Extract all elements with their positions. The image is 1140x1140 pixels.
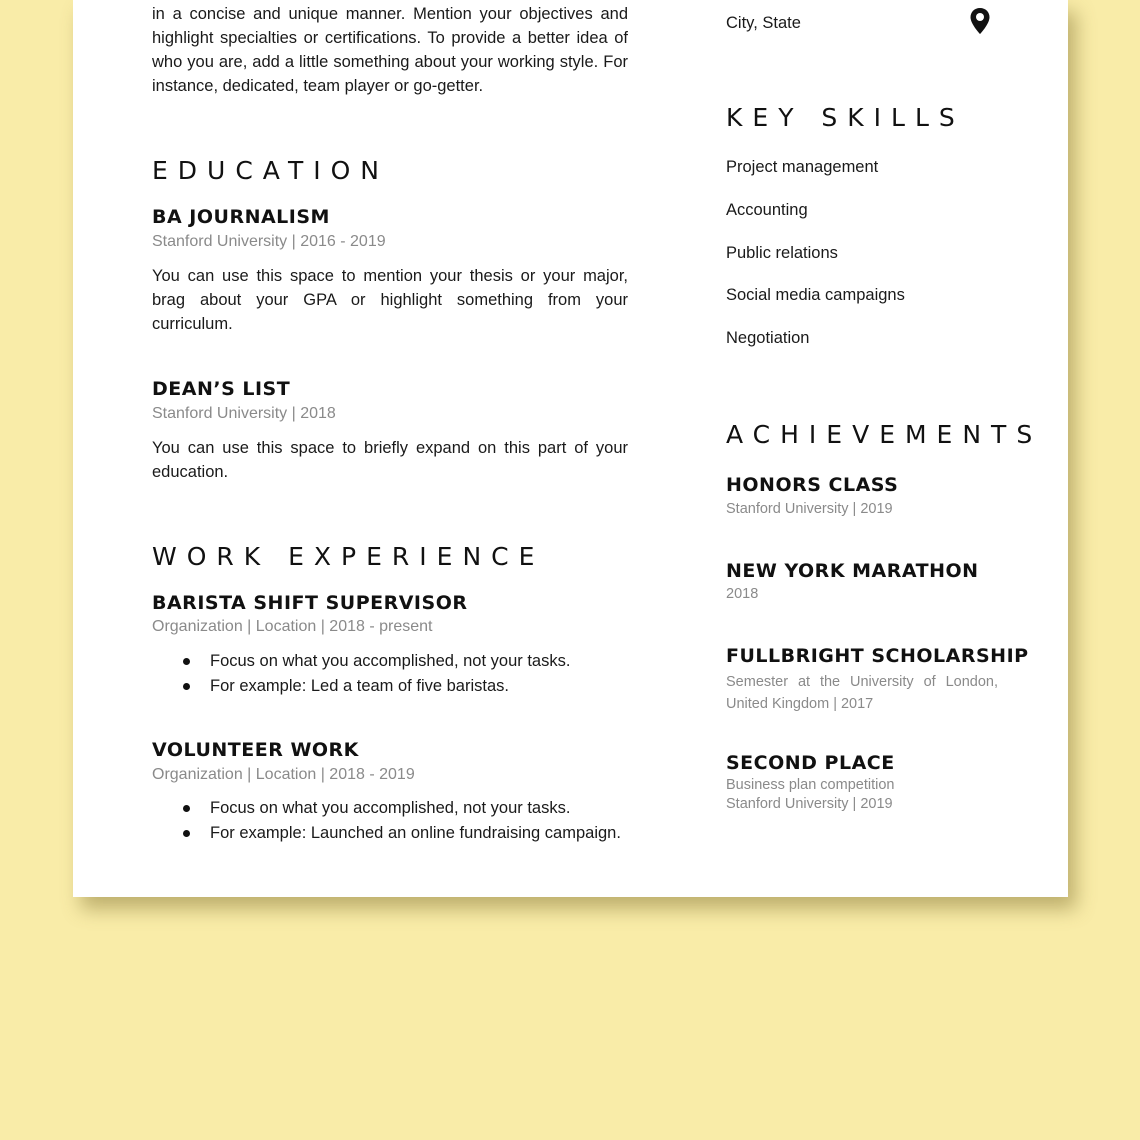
skill-item: Public relations	[726, 244, 838, 262]
skill-item: Accounting	[726, 201, 808, 219]
achievement-title: FULLBRIGHT SCHOLARSHIP	[726, 645, 1029, 667]
work-entry-title: VOLUNTEER WORK	[152, 739, 359, 761]
work-entry-bullets	[152, 796, 621, 845]
summary-line: highlight specialties or certifications. To provide a better idea of	[152, 29, 628, 47]
education-entry-title: DEAN’S LIST	[152, 378, 291, 400]
achievement-meta: Stanford University | 2019	[726, 501, 893, 517]
education-entry-title: BA JOURNALISM	[152, 206, 330, 228]
achievement-meta: Semester at the University of London, United Kingdom | 2017	[726, 674, 998, 712]
work-entry-bullets	[152, 649, 570, 698]
summary-line: instance, dedicated, team player or go-getter.	[152, 77, 484, 95]
achievements-heading: ACHIEVEMENTS	[726, 420, 1043, 449]
summary-line: in a concise and unique manner. Mention your objectives and	[152, 5, 628, 23]
skills-heading: KEY SKILLS	[726, 103, 965, 132]
education-entry-meta: Stanford University | 2016 - 2019	[152, 233, 386, 250]
summary-block	[152, 2, 628, 98]
skill-item: Negotiation	[726, 329, 810, 347]
education-heading: EDUCATION	[152, 156, 389, 185]
achievement-meta: Business plan competition	[726, 777, 895, 793]
map-pin-icon	[969, 7, 991, 35]
skill-item: Project management	[726, 158, 879, 176]
work-heading: WORK EXPERIENCE	[152, 542, 545, 571]
list-item: For example: Launched an online fundraising campaign.	[152, 821, 621, 846]
list-item: Focus on what you accomplished, not your tasks.	[152, 649, 570, 674]
achievement-title: NEW YORK MARATHON	[726, 560, 979, 582]
summary-line: who you are, add a little something about your working style. For	[152, 53, 628, 71]
list-item: Focus on what you accomplished, not your tasks.	[152, 796, 621, 821]
achievement-meta: 2018	[726, 586, 759, 602]
education-entry-description: You can use this space to briefly expand on this part of your education.	[152, 439, 628, 481]
achievement-title: HONORS CLASS	[726, 474, 899, 496]
contact-location: City, State	[726, 14, 801, 32]
work-entry-meta: Organization | Location | 2018 - 2019	[152, 766, 415, 783]
education-entry-description: You can use this space to mention your thesis or your major, brag about your GPA or highlight something from your curriculum.	[152, 267, 628, 333]
achievement-meta: Stanford University | 2019	[726, 796, 893, 812]
skill-item: Social media campaigns	[726, 286, 905, 304]
work-entry-title: BARISTA SHIFT SUPERVISOR	[152, 592, 468, 614]
work-entry-meta: Organization | Location | 2018 - present	[152, 618, 433, 635]
education-entry-meta: Stanford University | 2018	[152, 405, 336, 422]
achievement-title: SECOND PLACE	[726, 752, 895, 774]
list-item: For example: Led a team of five baristas.	[152, 674, 570, 699]
